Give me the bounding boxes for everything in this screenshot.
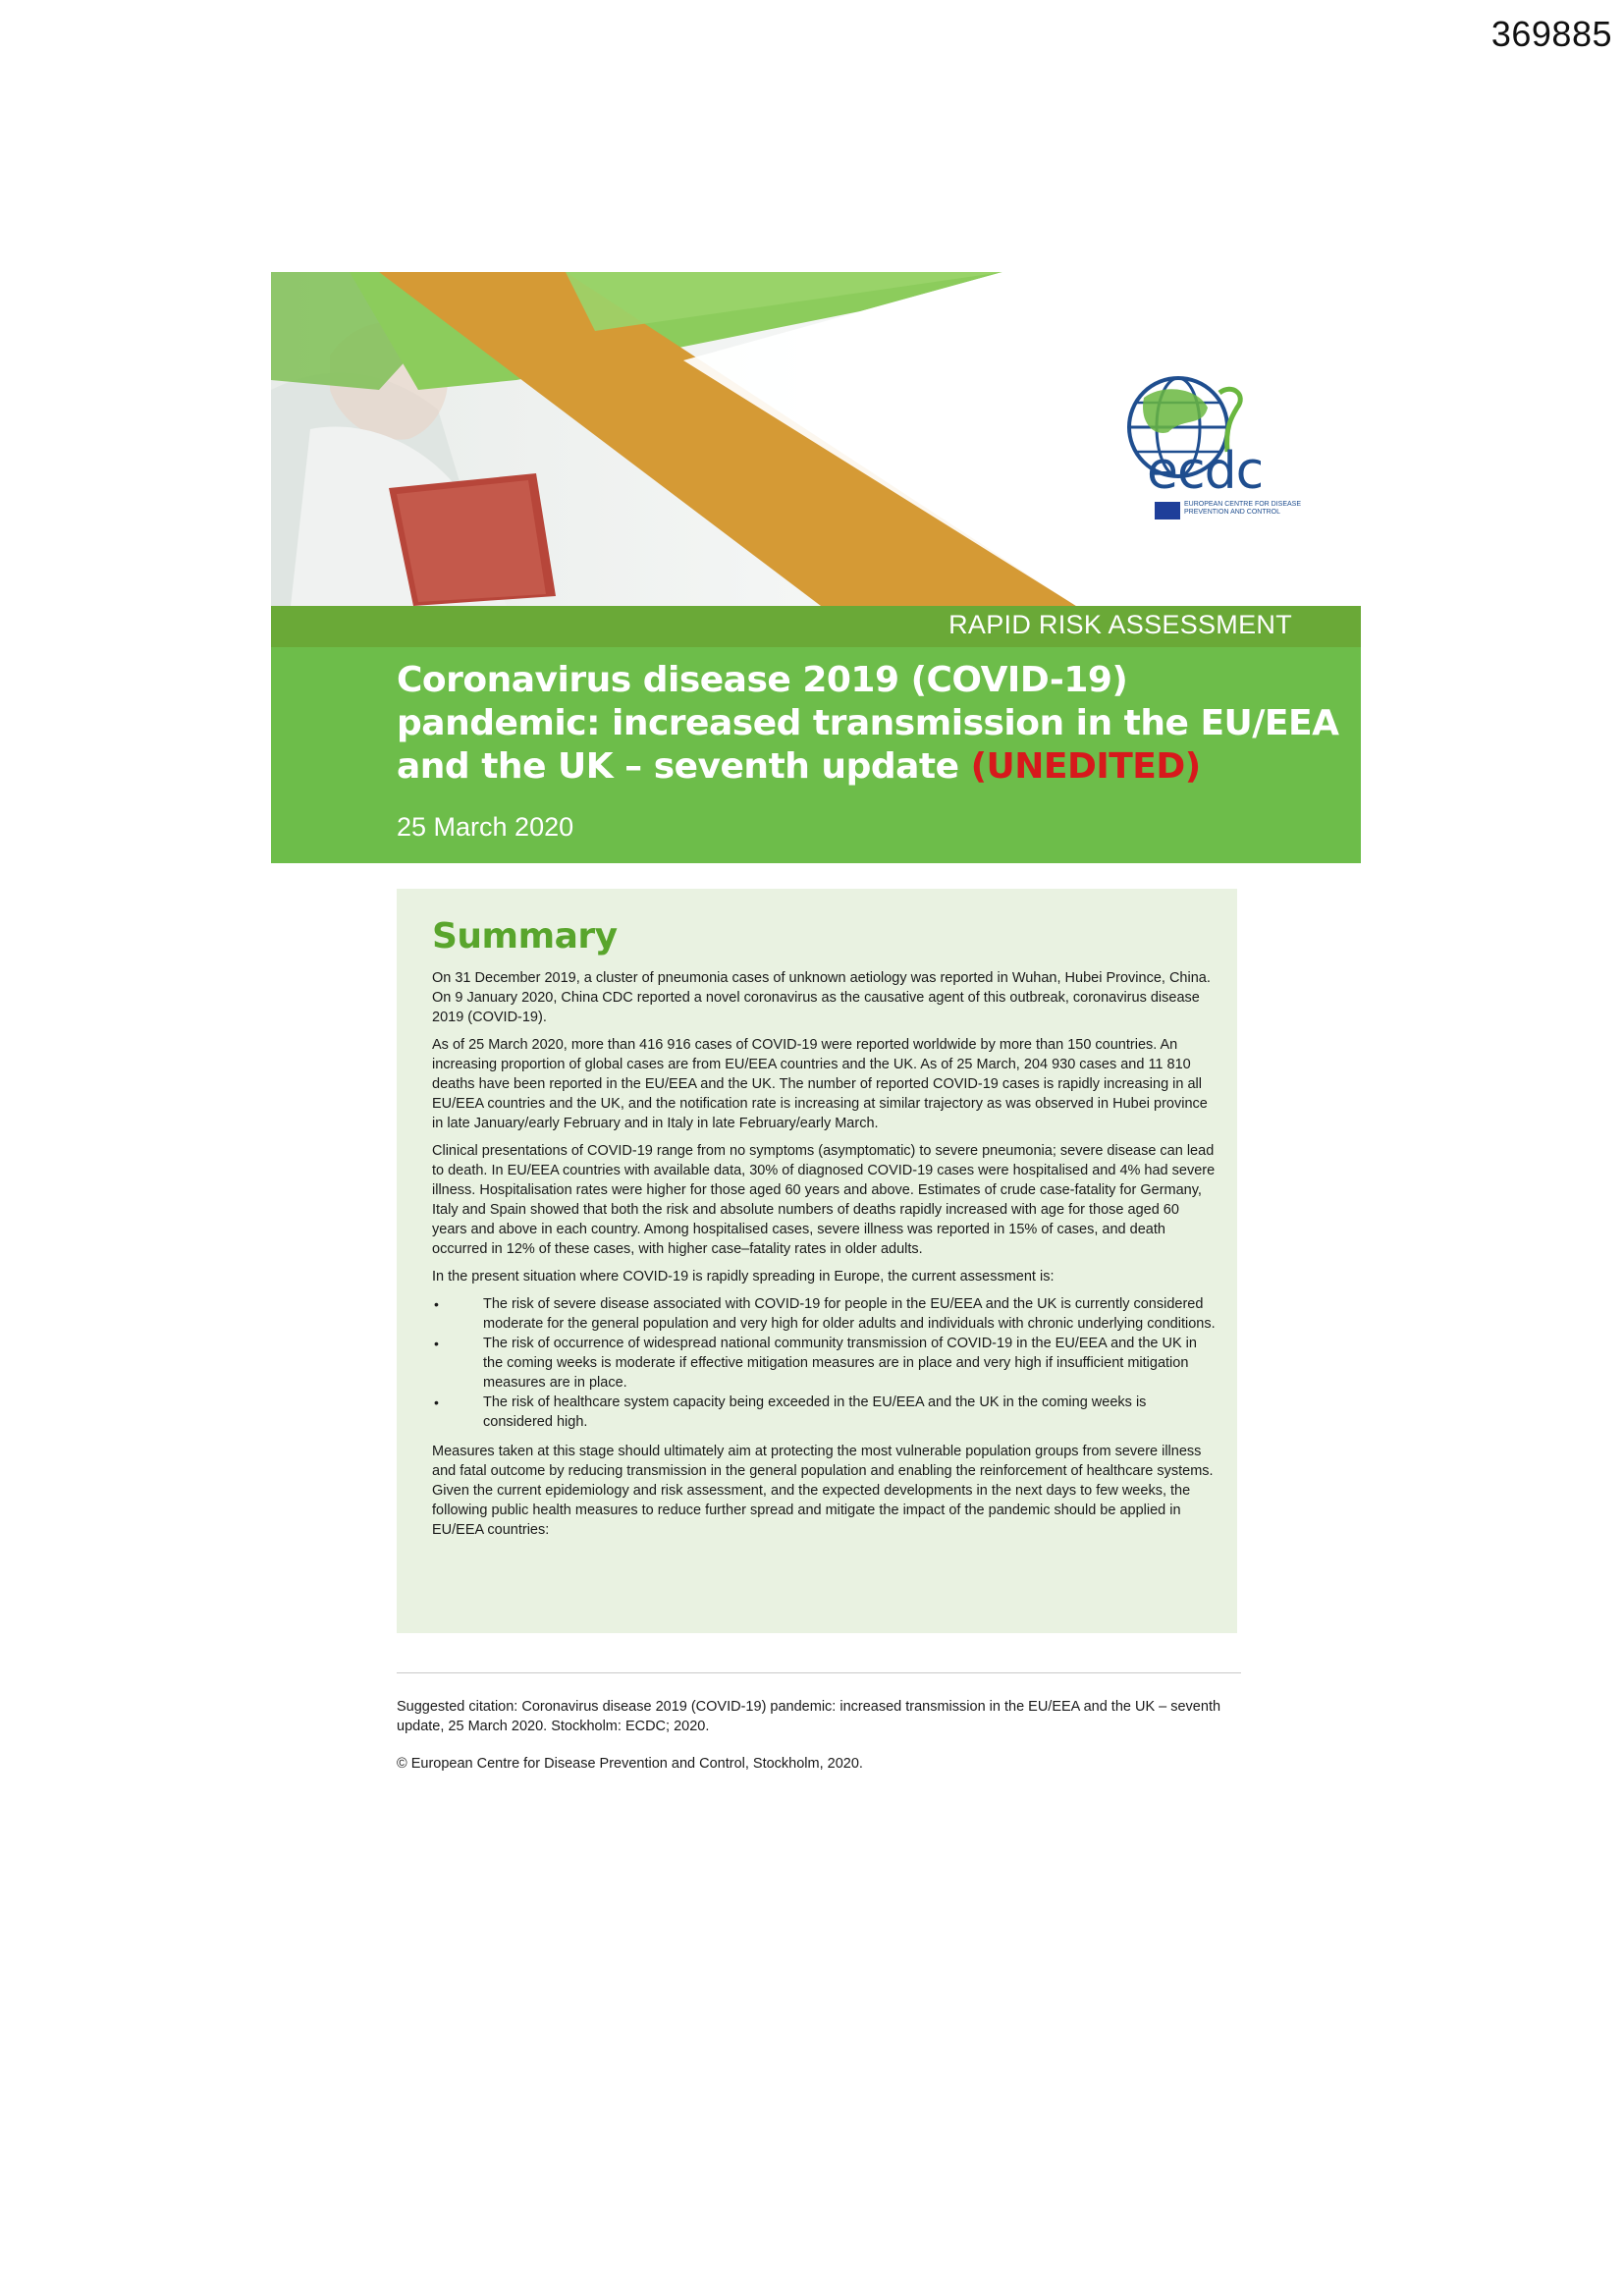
summary-box xyxy=(397,889,1237,1633)
suggested-citation: Suggested citation: Coronavirus disease 2019 (COVID-19) pandemic: increased transmission in the EU/EEA and the UK – seventh update, 25 March 2020. Stockholm: ECDC; 2020. xyxy=(397,1699,1221,1734)
eu-flag-icon xyxy=(1155,502,1180,519)
list-item xyxy=(432,1393,1218,1432)
ecdc-wordmark: ecdc xyxy=(1147,442,1264,501)
summary-paragraph-4: In the present situation where COVID-19 is rapidly spreading in Europe, the current assessment is: xyxy=(432,1269,1055,1285)
list-item-text: The risk of healthcare system capacity being exceeded in the EU/EEA and the UK in the coming weeks is considered high. xyxy=(483,1394,1147,1430)
title-band xyxy=(271,647,1361,863)
divider xyxy=(397,1672,1241,1673)
summary-paragraph-2: As of 25 March 2020, more than 416 916 cases of COVID-19 were reported worldwide by more than 150 countries. An increasing proportion of global cases are from EU/EEA countries and the UK. As of 25 March, 204 930 cases and 11 810 deaths have been reported in the EU/EEA and the UK. The number of reported COVID-19 cases is rapidly increasing in all EU/EEA countries and the UK, and the notification rate is increasing at similar trajectory as was observed in Hubei province in late January/early February and in Italy in late February/early March. xyxy=(432,1037,1208,1131)
title-text: Coronavirus disease 2019 (COVID-19) pandemic: increased transmission in the EU/EEA and the UK – seventh update xyxy=(397,660,1339,787)
document-title xyxy=(397,659,1339,789)
unedited-flag: (UNEDITED) xyxy=(970,746,1201,787)
list-item-text: The risk of severe disease associated with COVID-19 for people in the EU/EEA and the UK is currently considered moderate for the general population and very high for older adults and individuals with chronic underlying conditions. xyxy=(483,1296,1216,1332)
bullet-icon: • xyxy=(434,1336,439,1351)
rapid-risk-assessment-band xyxy=(271,606,1361,647)
list-item-text: The risk of occurrence of widespread national community transmission of COVID-19 in the EU/EEA and the UK in the coming weeks is moderate if effective mitigation measures are in place and very high if insufficient mitigation measures are in place. xyxy=(483,1336,1197,1391)
summary-paragraph-5: Measures taken at this stage should ultimately aim at protecting the most vulnerable population groups from severe illness and fatal outcome by reducing transmission in the general population and enabling the reinforcement of healthcare systems. Given the current epidemiology and risk assessment, and the expected developments in the next days to few weeks, the following public health measures to reduce further spread and mitigate the impact of the pandemic should be applied in EU/EEA countries: xyxy=(432,1444,1214,1538)
copyright-notice: © European Centre for Disease Prevention and Control, Stockholm, 2020. xyxy=(397,1756,863,1772)
publication-date: 25 March 2020 xyxy=(397,812,574,842)
summary-paragraph-3: Clinical presentations of COVID-19 range from no symptoms (asymptomatic) to severe pneumonia; severe disease can lead to death. In EU/EEA countries with available data, 30% of diagnosed COVID-19 cases were hospitalised and 4% had severe illness. Hospitalisation rates were higher for those aged 60 years and above. Estimates of crude case-fatality for Germany, Italy and Spain showed that both the risk and absolute numbers of deaths rapidly increased with age for those aged 60 years and above in each country. Among hospitalised cases, severe illness was reported in 15% of cases, and death occurred in 12% of these cases, with higher case–fatality rates in older adults. xyxy=(432,1143,1216,1257)
document-id: 369885 xyxy=(1490,14,1612,54)
bullet-icon: • xyxy=(434,1296,439,1312)
list-item xyxy=(432,1334,1218,1393)
risk-assessment-list xyxy=(432,1294,1218,1432)
ecdc-caption: EUROPEAN CENTRE FOR DISEASE PREVENTION AND CONTROL xyxy=(1184,501,1302,516)
list-item xyxy=(432,1294,1218,1334)
band-label: RAPID RISK ASSESSMENT xyxy=(948,610,1292,639)
bullet-icon: • xyxy=(434,1394,439,1410)
summary-heading: Summary xyxy=(432,916,618,957)
summary-paragraph-1: On 31 December 2019, a cluster of pneumonia cases of unknown aetiology was reported in Wuhan, Hubei Province, China. On 9 January 2020, China CDC reported a novel coronavirus as the causative agent of this outbreak, coronavirus disease 2019 (COVID-19). xyxy=(432,970,1211,1025)
